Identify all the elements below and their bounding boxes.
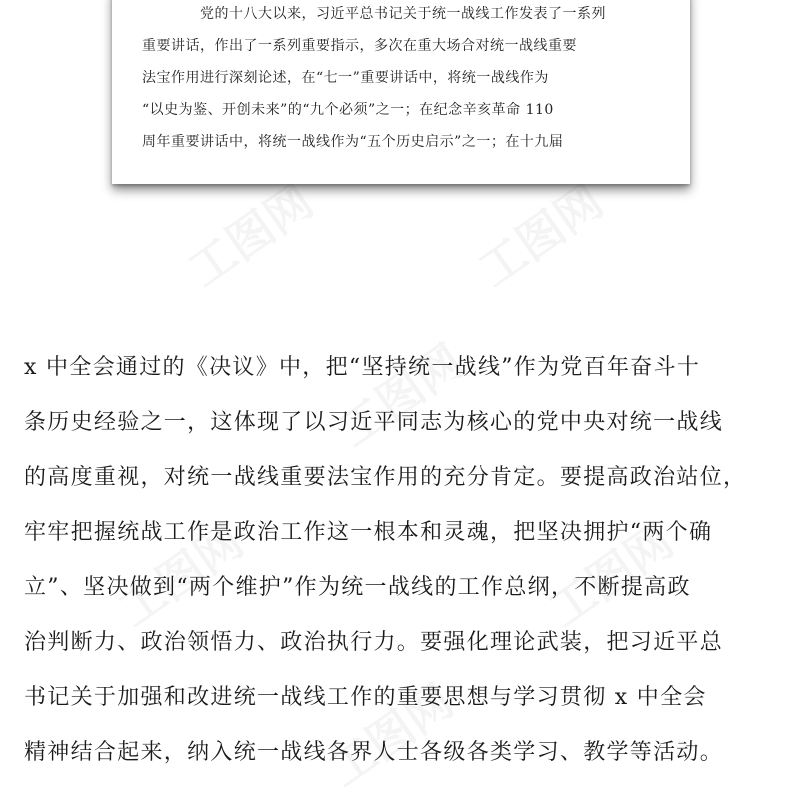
- quote-line: 党的十八大以来，习近平总书记关于统一战线工作发表了一系列: [200, 6, 606, 22]
- body-line: 条历史经验之一，这体现了以习近平同志为核心的党中央对统一战线: [24, 410, 724, 435]
- quote-line: 周年重要讲话中，将统一战线作为“五个历史启示”之一；在十九届: [142, 134, 564, 150]
- body-line: 立”、坚决做到“两个维护”作为统一战线的工作总纲，不断提高政: [24, 575, 691, 600]
- body-paragraph: [24, 340, 784, 780]
- body-line: 牢牢把握统战工作是政治工作这一根本和灵魂，把坚决拥护“两个确: [24, 520, 713, 545]
- watermark: [174, 166, 325, 299]
- watermark: [464, 166, 615, 299]
- quote-line: 重要讲话，作出了一系列重要指示，多次在重大场合对统一战线重要: [142, 38, 577, 54]
- body-line: x 中全会通过的《决议》中，把“坚持统一战线”作为党百年奋斗十: [24, 355, 701, 380]
- body-line: 精神结合起来，纳入统一战线各界人士各级各类学习、教学等活动。: [24, 740, 724, 765]
- quote-card: [112, 0, 690, 184]
- quote-line: 法宝作用进行深刻论述，在“七一”重要讲话中，将统一战线作为: [142, 70, 549, 86]
- body-line: 治判断力、政治领悟力、政治执行力。要强化理论武装，把习近平总: [24, 630, 724, 655]
- body-line: 的高度重视，对统一战线重要法宝作用的充分肯定。要提高政治站位，: [24, 465, 747, 490]
- body-line: 书记关于加强和改进统一战线工作的重要思想与学习贯彻 x 中全会: [24, 685, 707, 710]
- quote-line: “以史为鉴、开创未来”的“九个必须”之一；在纪念辛亥革命 110: [142, 102, 554, 118]
